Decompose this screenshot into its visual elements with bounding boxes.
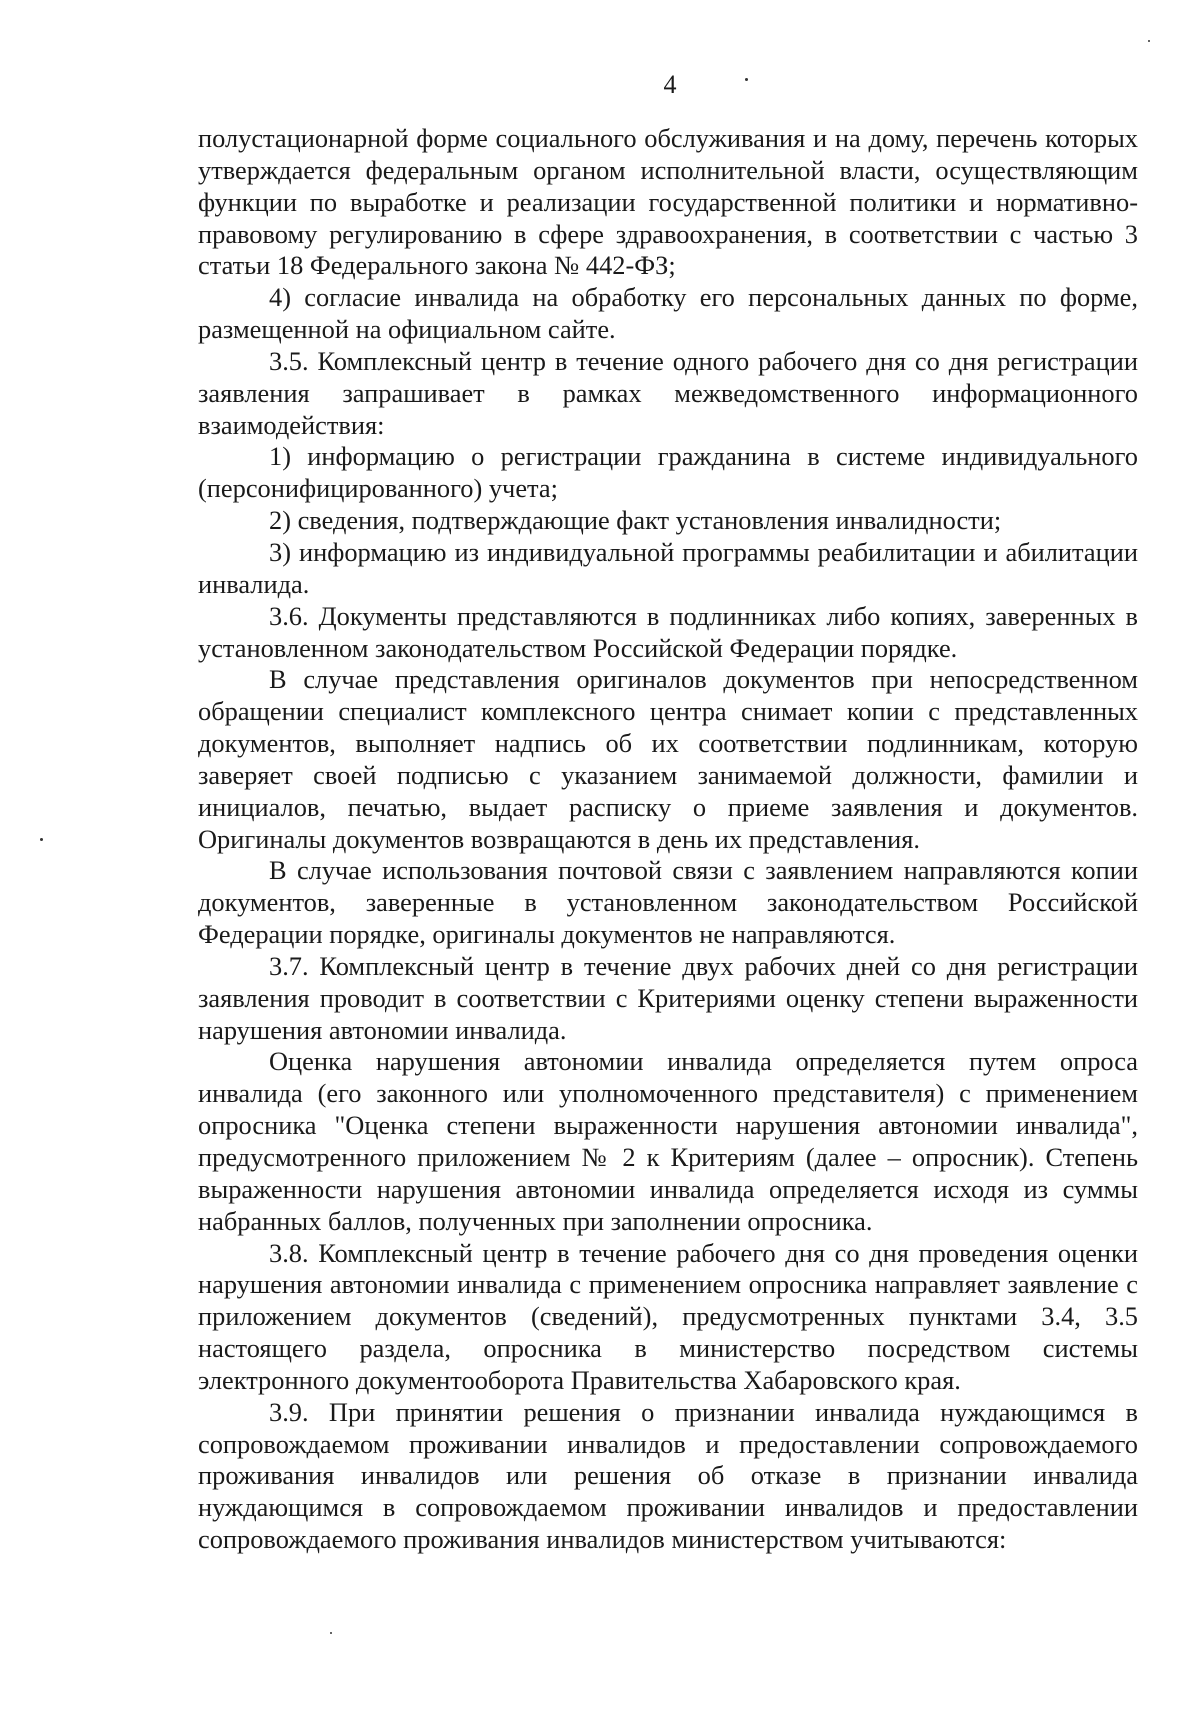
paragraph-continuation: полустационарной форме социального обслуживания и на дому, перечень которых утверждается федеральным органом исполнительной власти, осуществляющим функции по выработке и реализации государственной политики и нормативно-правовому регулированию в сфере здравоохранения, в соответствии с частью 3 статьи 18 Федерального закона № 442-ФЗ; (198, 123, 1138, 281)
scan-speck (330, 1632, 332, 1634)
paragraph-3-5: 3.5. Комплексный центр в течение одного рабочего дня со дня регистрации заявления запрашивает в рамках межведомственного информационного взаимодействия: (198, 345, 1138, 440)
document-body (198, 123, 1138, 1556)
paragraph-3-7: 3.7. Комплексный центр в течение двух рабочих дней со дня регистрации заявления проводит в соответствии с Критериями оценку степени выраженности нарушения автономии инвалида. (198, 950, 1138, 1045)
paragraph-originals: В случае представления оригиналов документов при непосредственном обращении специалист комплексного центра снимает копии с представленных документов, выполняет надпись об их соответствии подлинникам, которую заверяет своей подписью с указанием занимаемой должности, фамилии и инициалов, печатью, выдает расписку о приеме заявления и документов. Оригиналы документов возвращаются в день их представления. (198, 664, 1138, 854)
paragraph-3-6: 3.6. Документы представляются в подлинниках либо копиях, заверенных в установленном законодательством Российской Федерации порядке. (198, 600, 1138, 663)
scan-speck (1148, 40, 1150, 42)
paragraph-3-8: 3.8. Комплексный центр в течение рабочего дня со дня проведения оценки нарушения автономии инвалида с применением опросника направляет заявление с приложением документов (сведений), предусмотренных пунктами 3.4, 3.5 настоящего раздела, опросника в министерство посредством системы электронного документооборота Правительства Хабаровского края. (198, 1237, 1138, 1395)
paragraph-item-1-registration: 1) информацию о регистрации гражданина в системе индивидуального (персонифицированного) учета; (198, 441, 1138, 504)
paragraph-3-9: 3.9. При принятии решения о признании инвалида нуждающимся в сопровождаемом проживании инвалидов и предоставлении сопровождаемого проживания инвалидов или решения об отказе в признании инвалида нуждающимся в сопровождаемом проживании инвалидов и предоставлении сопровождаемого проживания инвалидов министерством учитываются: (198, 1396, 1138, 1555)
paragraph-assessment: Оценка нарушения автономии инвалида определяется путем опроса инвалида (его законного или уполномоченного представителя) с применением опросника "Оценка степени выраженности нарушения автономии инвалида", предусмотренного приложением № 2 к Критериям (далее – опросник). Степень выраженности нарушения автономии инвалида определяется исходя из суммы набранных баллов, полученных при заполнении опросника. (198, 1046, 1138, 1236)
paragraph-item-2-disability: 2) сведения, подтверждающие факт установления инвалидности; (269, 505, 1002, 536)
paragraph-postal: В случае использования почтовой связи с заявлением направляются копии документов, заверенные в установленном законодательством Российской Федерации порядке, оригиналы документов не направляются. (198, 855, 1138, 950)
page-number: 4 (663, 70, 677, 99)
scan-speck (745, 78, 748, 81)
paragraph-item-3-rehabilitation: 3) информацию из индивидуальной программы реабилитации и абилитации инвалида. (198, 536, 1138, 599)
paragraph-item-4-consent: 4) согласие инвалида на обработку его персональных данных по форме, размещенной на официальном сайте. (198, 282, 1138, 345)
scan-speck (40, 838, 43, 841)
